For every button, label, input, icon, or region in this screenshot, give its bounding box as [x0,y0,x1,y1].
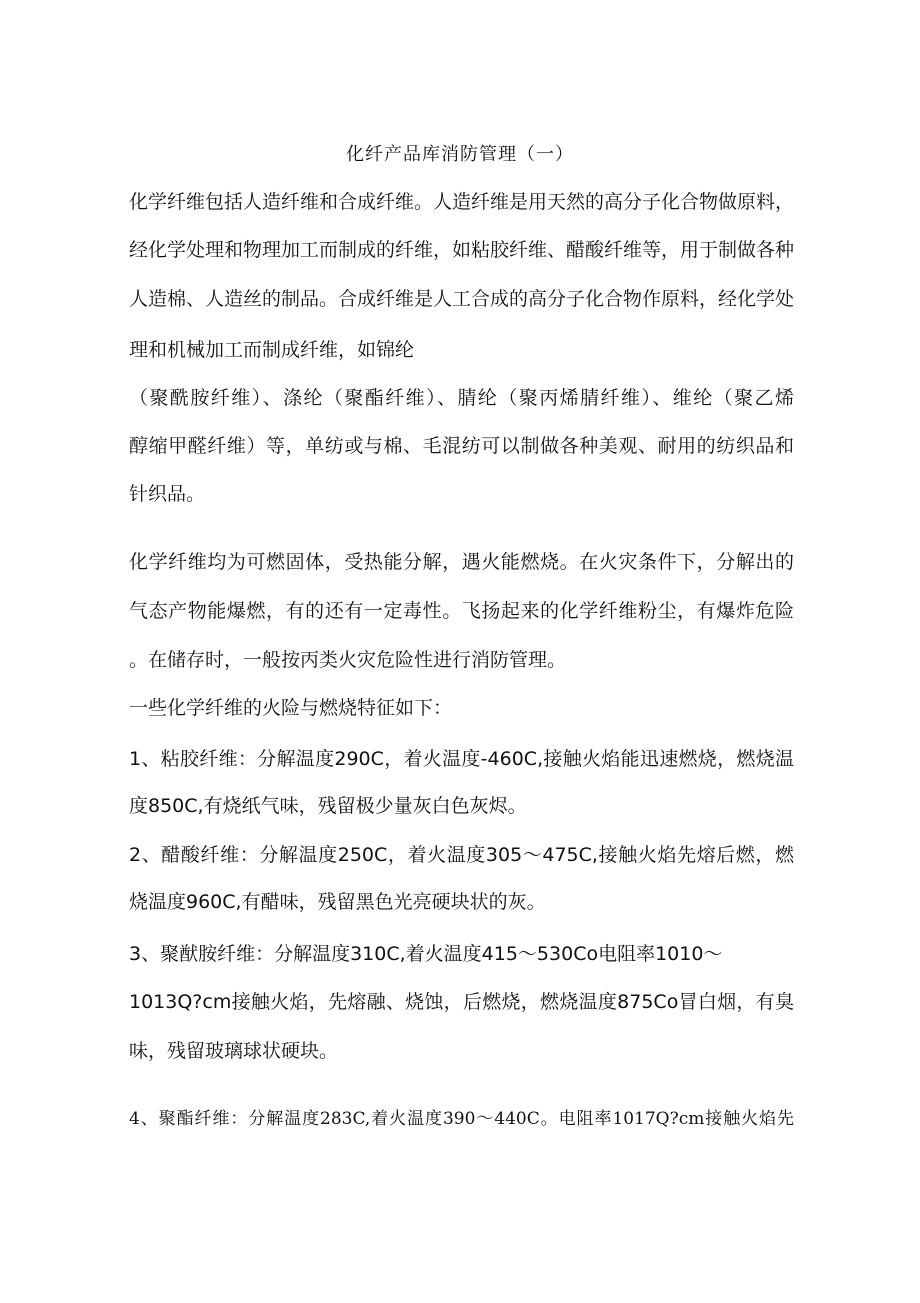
paragraph-1-line-1: 化学纤维包括人造纤维和合成纤维。人造纤维是用天然的高分子化合物做原料， [129,191,794,213]
paragraph-1-line-5: （聚酰胺纤维）、涤纶（聚酯纤维）、腈纶（聚丙烯腈纤维）、维纶（聚乙烯 [129,387,794,409]
paragraph-2-line-3: 。在储存时，一般按丙类火灾危险性进行消防管理。 [129,649,567,671]
item-2-line-1: 2、醋酸纤维：分解温度250C，着火温度305～475C,接触火焰先熔后燃，燃 [129,844,794,866]
item-1-line-2: 度850C,有烧纸气味，残留极少量灰白色灰烬。 [129,795,527,817]
paragraph-1-line-7: 针织品。 [129,483,206,505]
paragraph-1-line-4: 理和机械加工而制成纤维，如锦纶 [129,339,415,361]
paragraph-1-line-6: 醇缩甲醛纤维）等，单纺或与棉、毛混纺可以制做各种美观、耐用的纺织品和 [129,435,794,457]
intro-line: 一些化学纤维的火险与燃烧特征如下： [129,697,453,719]
item-3-line-3: 味，残留玻璃球状硬块。 [129,1040,339,1062]
paragraph-1-line-2: 经化学处理和物理加工而制成的纤维，如粘胶纤维、醋酸纤维等，用于制做各种 [129,239,794,261]
item-2-line-2: 烧温度960C,有醋味，残留黑色光亮硬块状的灰。 [129,891,546,913]
item-4-line-1: 4、聚酯纤维：分解温度283C,着火温度390～440C。电阻率1017Q?cm接触火焰先 [129,1109,794,1129]
item-3-line-1: 3、聚猷胺纤维：分解温度310C,着火温度415～530Co电阻率1010～ [129,943,723,965]
document-title: 化纤产品库消防管理（一） [346,144,574,165]
paragraph-2-line-1: 化学纤维均为可燃固体，受热能分解，遇火能燃烧。在火灾条件下，分解出的 [129,551,794,573]
item-3-line-2: 1013Q?cm接触火焰，先熔融、烧蚀，后燃烧，燃烧温度875Co冒白烟，有臭 [129,991,794,1013]
paragraph-1-line-3: 人造棉、人造丝的制品。合成纤维是人工合成的高分子化合物作原料，经化学处 [129,288,794,310]
paragraph-2-line-2: 气态产物能爆燃，有的还有一定毒性。飞扬起来的化学纤维粉尘，有爆炸危险 [129,600,794,622]
item-1-line-1: 1、粘胶纤维：分解温度290C，着火温度-460C,接触火焰能迅速燃烧，燃烧温 [129,748,794,770]
